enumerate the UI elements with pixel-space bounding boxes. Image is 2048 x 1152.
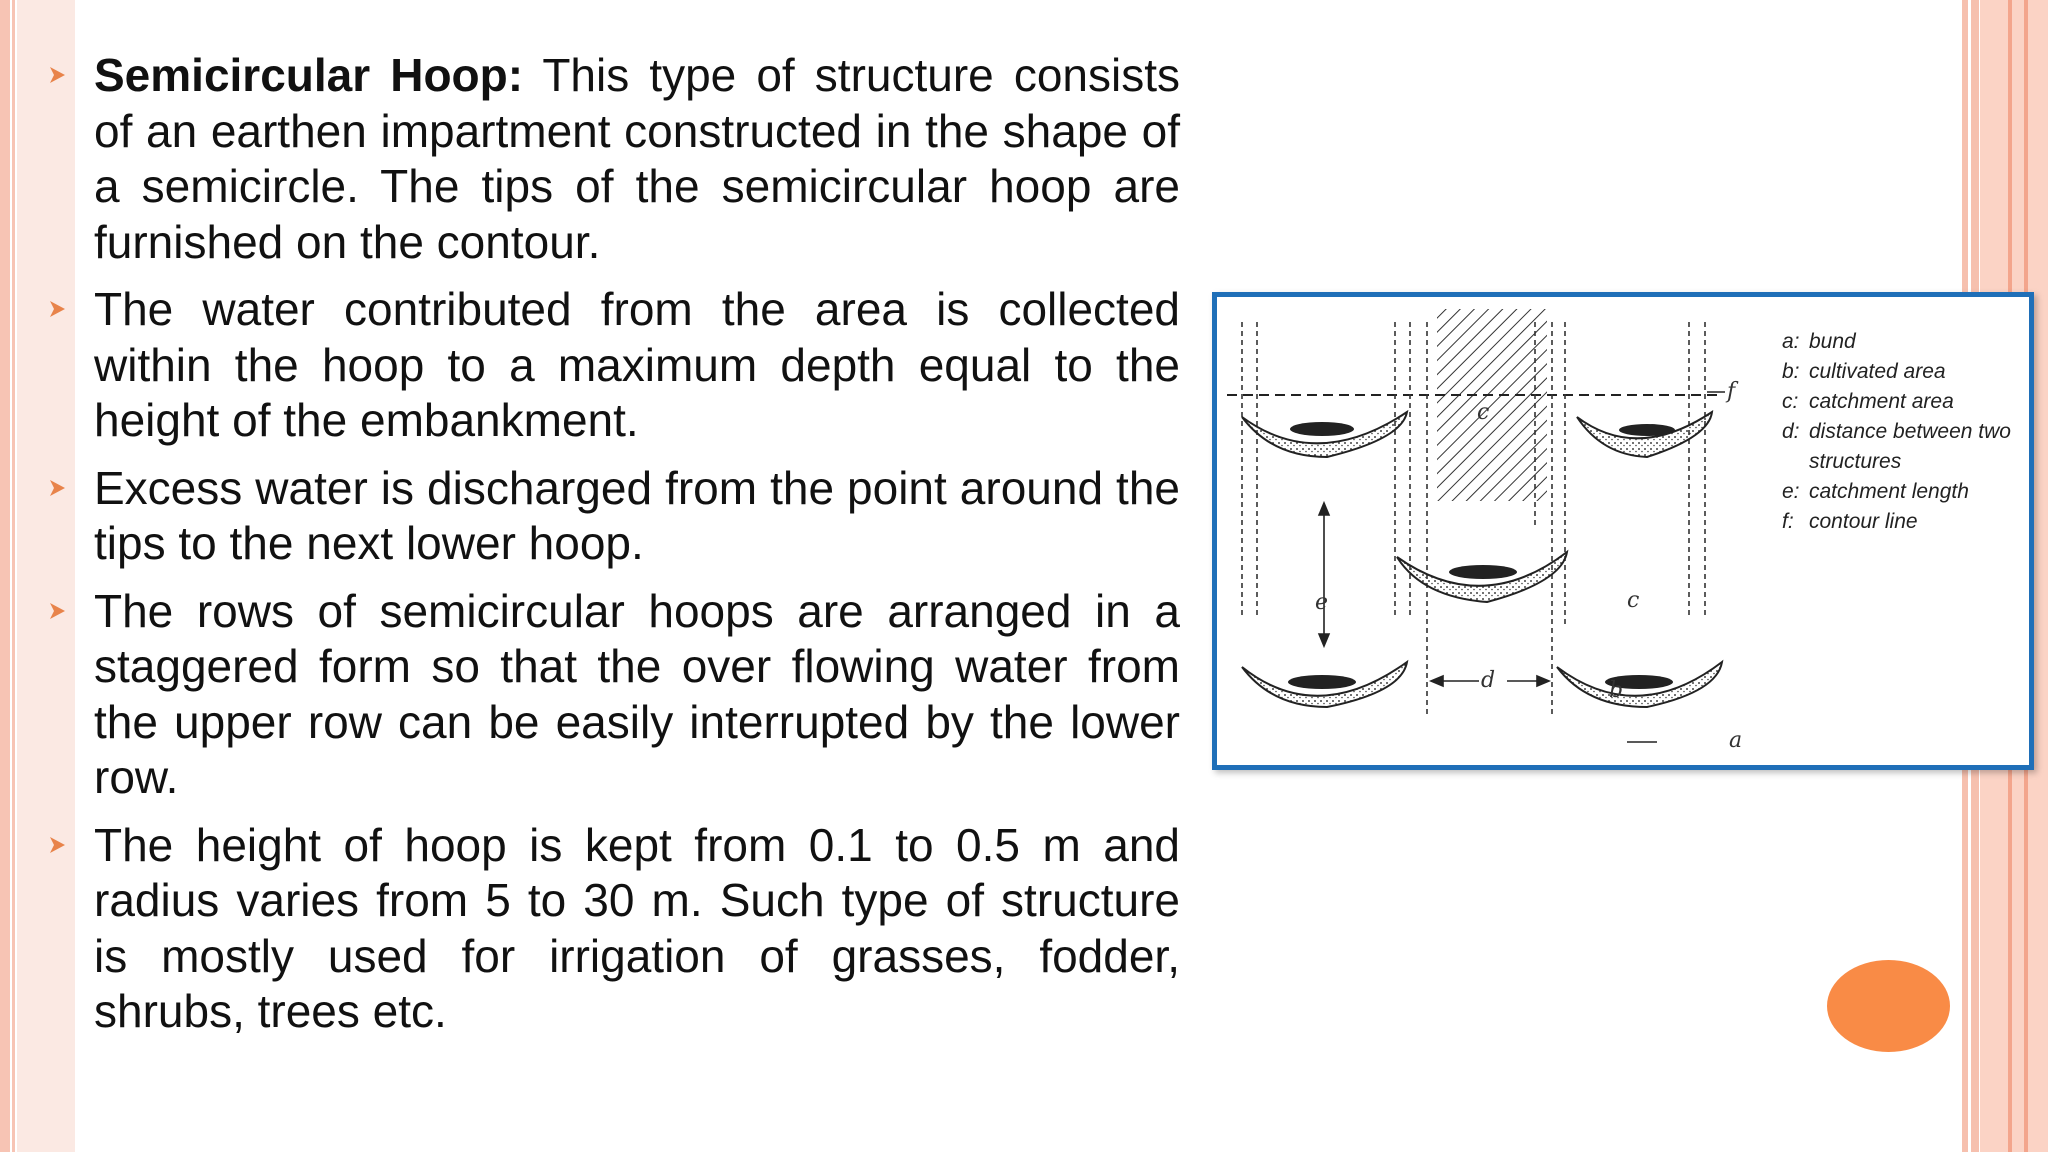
label-d: d	[1481, 668, 1496, 693]
bullet-item	[40, 818, 1180, 1040]
legend-item: c: catchment area	[1782, 390, 1954, 413]
bullet-text	[94, 584, 1180, 806]
bullet-text	[94, 461, 1180, 572]
bullet-text	[94, 48, 1180, 270]
arrowhead-bullet-icon	[46, 298, 68, 320]
label-b: b	[1609, 678, 1624, 703]
semicircular-hoop-diagram	[1212, 292, 2034, 770]
legend-item: b: cultivated area	[1782, 360, 1946, 383]
arrowhead-bullet-icon	[46, 477, 68, 499]
legend-item: e: catchment length	[1782, 480, 1969, 503]
legend-item: a: bund	[1782, 330, 1856, 353]
bullet-body: This type of structure consists of an earthen impartment constructed in the shape of a semicircle. The tips of the semicircular hoop are furnished on the contour.	[94, 49, 1180, 268]
label-e: e	[1315, 590, 1329, 615]
label-c-lower: c	[1627, 588, 1640, 613]
label-a: a	[1729, 728, 1743, 753]
bullet-heading: Semicircular Hoop:	[94, 49, 524, 101]
diagram-legend	[1782, 327, 2039, 537]
arrowhead-bullet-icon	[46, 64, 68, 86]
label-f: f	[1727, 379, 1736, 404]
bullet-item	[40, 282, 1180, 449]
bullet-body: The rows of semicircular hoops are arranged in a staggered form so that the over flowing water from the upper row can be easily interrupted by the lower row.	[94, 584, 1180, 803]
bullet-text	[94, 282, 1180, 449]
arrowhead-bullet-icon	[46, 600, 68, 622]
legend-item: d: distance between two structures	[1782, 420, 2011, 473]
bullet-item	[40, 48, 1180, 270]
bullet-item	[40, 584, 1180, 806]
left-border-stripe	[0, 0, 10, 1152]
bullet-list	[40, 48, 1180, 1052]
legend-item: f: contour line	[1782, 510, 1918, 533]
bullet-text	[94, 818, 1180, 1040]
decorative-orange-dot	[1827, 960, 1950, 1052]
arrowhead-bullet-icon	[46, 834, 68, 856]
left-border-line	[12, 0, 15, 1152]
catchment-hatched-area	[1437, 309, 1547, 501]
bullet-body: Excess water is discharged from the point around the tips to the next lower hoop.	[94, 461, 1180, 569]
bullet-item	[40, 461, 1180, 572]
label-c: c	[1477, 400, 1490, 425]
bullet-body: The water contributed from the area is collected within the hoop to a maximum depth equal to the height of the embankment.	[94, 283, 1180, 446]
bullet-body: The height of hoop is kept from 0.1 to 0.5 m and radius varies from 5 to 30 m. Such type of structure is mostly used for irrigation of grasses, fodder, shrubs, trees etc.	[94, 818, 1180, 1037]
